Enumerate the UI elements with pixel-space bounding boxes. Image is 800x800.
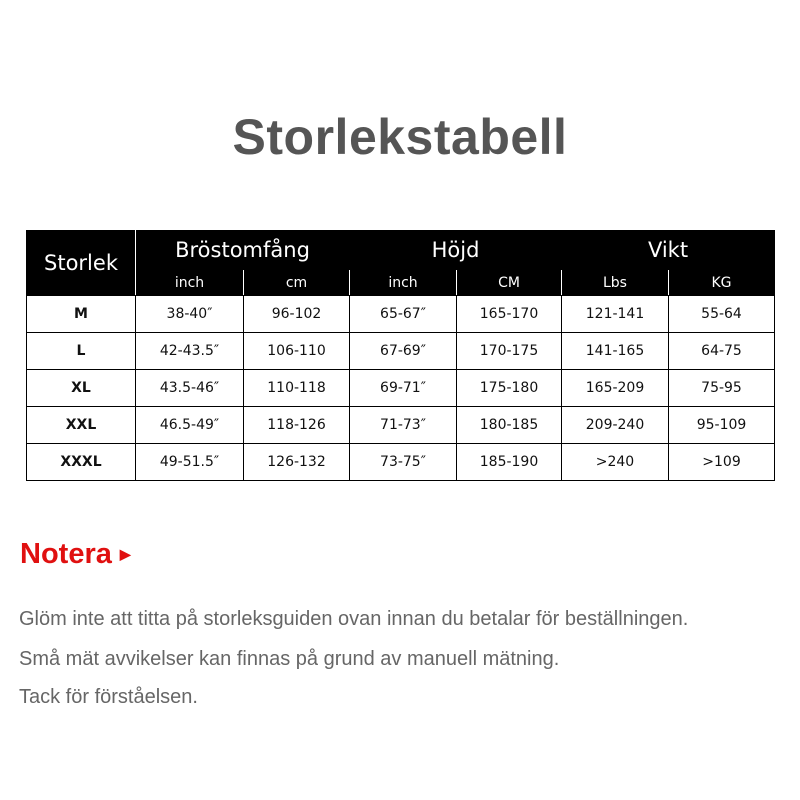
table-row [27,296,775,333]
size-column-header: Storlek [27,231,136,296]
table-cell: 185-190 [457,444,562,481]
note-line: Tack för förståelsen. [19,686,198,708]
table-cell: 175-180 [457,370,562,407]
table-cell: 110-118 [244,370,350,407]
table-cell: 71-73″ [350,407,457,444]
note-line: Glöm inte att titta på storleksguiden ovan innan du betalar för beställningen. [19,608,689,630]
table-cell: 73-75″ [350,444,457,481]
table-cell: 95-109 [669,407,775,444]
table-cell: 67-69″ [350,333,457,370]
table-cell: 38-40″ [136,296,244,333]
table-row [27,370,775,407]
table-cell: >109 [669,444,775,481]
size-cell: XL [27,370,136,407]
note-line: Små mät avvikelser kan finnas på grund av manuell mätning. [19,648,560,670]
table-cell: 75-95 [669,370,775,407]
height-inch-header: inch [350,270,457,296]
table-cell: 121-141 [562,296,669,333]
table-cell: 43.5-46″ [136,370,244,407]
table-cell: 96-102 [244,296,350,333]
size-cell: XXXL [27,444,136,481]
size-chart-table [26,230,775,481]
table-cell: 42-43.5″ [136,333,244,370]
table-cell: 118-126 [244,407,350,444]
weight-kg-header: KG [669,270,775,296]
size-cell: L [27,333,136,370]
table-cell: 64-75 [669,333,775,370]
size-cell: M [27,296,136,333]
table-row [27,444,775,481]
table-cell: 55-64 [669,296,775,333]
table-cell: 69-71″ [350,370,457,407]
chest-group-header: Bröstomfång [136,231,350,270]
table-cell: 165-170 [457,296,562,333]
table-cell: 209-240 [562,407,669,444]
table-cell: 106-110 [244,333,350,370]
note-heading [20,538,131,571]
table-cell: 141-165 [562,333,669,370]
table-cell: 49-51.5″ [136,444,244,481]
note-heading-label: Notera [20,538,112,570]
chest-cm-header: cm [244,270,350,296]
height-group-header: Höjd [350,231,562,270]
weight-lbs-header: Lbs [562,270,669,296]
table-cell: 170-175 [457,333,562,370]
table-row [27,333,775,370]
table-row [27,407,775,444]
chest-inch-header: inch [136,270,244,296]
table-cell: 180-185 [457,407,562,444]
table-cell: 65-67″ [350,296,457,333]
table-cell: 126-132 [244,444,350,481]
table-cell: 46.5-49″ [136,407,244,444]
play-arrow-icon: ▶ [119,546,131,562]
table-cell: 165-209 [562,370,669,407]
size-cell: XXL [27,407,136,444]
weight-group-header: Vikt [562,231,775,270]
table-cell: >240 [562,444,669,481]
height-cm-header: CM [457,270,562,296]
page-title: Storlekstabell [232,109,568,165]
